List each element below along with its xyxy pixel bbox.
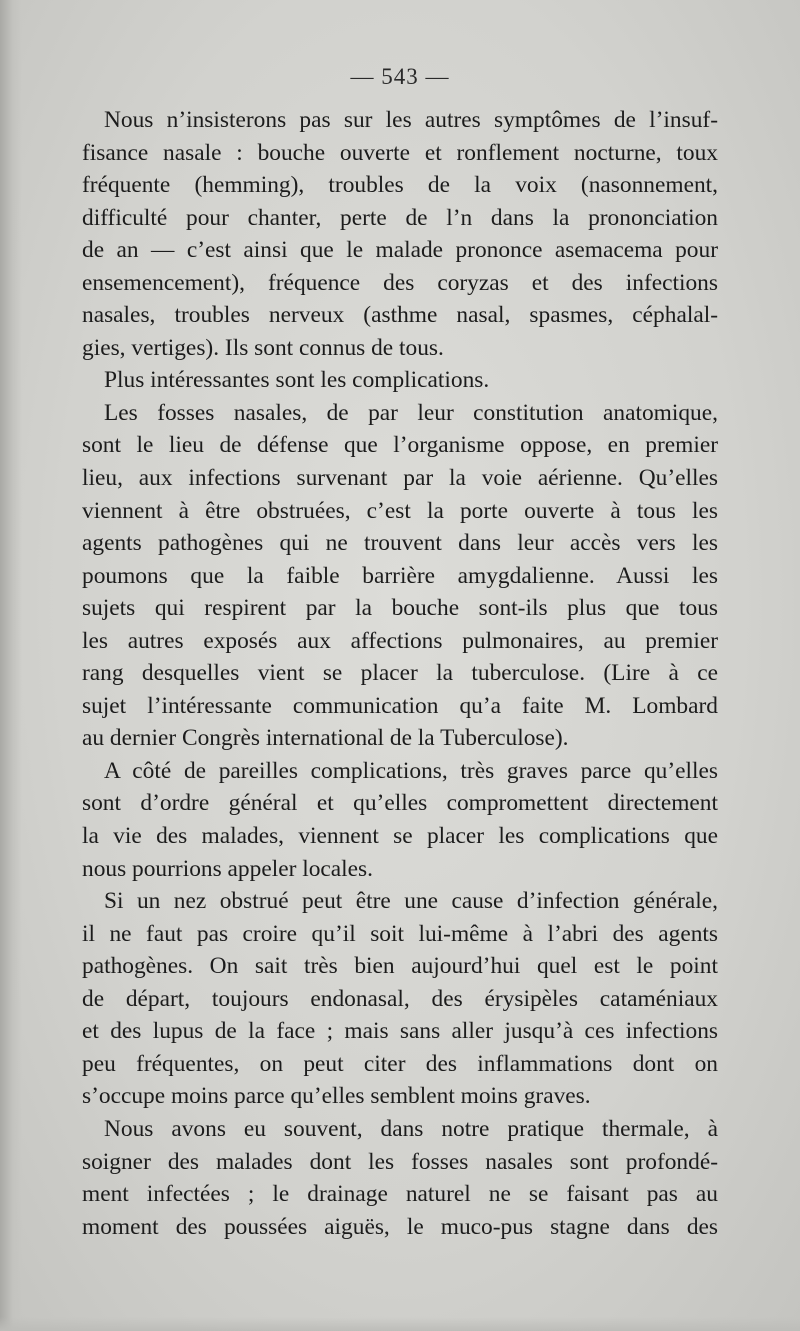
text-line: sont le lieu de défense que l’organisme oppose, en premier bbox=[82, 432, 718, 459]
text-line: au dernier Congrès international de la Tuberculose). bbox=[82, 725, 569, 752]
text-line: Nous avons eu souvent, dans notre pratique thermale, à bbox=[104, 1115, 718, 1142]
text-line: Nous n’insisterons pas sur les autres symptômes de l’insuf- bbox=[104, 107, 718, 133]
text-line: lieu, aux infections survenant par la voie aérienne. Qu’elles bbox=[82, 465, 718, 492]
page-number: — 543 — bbox=[350, 64, 450, 89]
text-line: et des lupus de la face ; mais sans aller jusqu’à ces infections bbox=[82, 1018, 718, 1045]
text-line: fisance nasale : bouche ouverte et ronflement nocturne, toux bbox=[82, 139, 718, 166]
text-line: nous pourrions appeler locales. bbox=[82, 855, 374, 882]
body-text bbox=[82, 104, 718, 1243]
text-line: peu fréquentes, on peut citer des inflammations dont on bbox=[82, 1050, 718, 1077]
binding-shadow bbox=[0, 0, 22, 1331]
text-line: ensemencement), fréquence des coryzas et des infections bbox=[82, 269, 718, 296]
text-line: viennent à être obstruées, c’est la porte ouverte à tous les bbox=[82, 497, 718, 524]
text-line: rang desquelles vient se placer la tuberculose. (Lire à ce bbox=[82, 660, 718, 687]
text-line: la vie des malades, viennent se placer les complications que bbox=[82, 823, 718, 850]
text-line: il ne faut pas croire qu’il soit lui-même à l’abri des agents bbox=[82, 920, 718, 947]
text-line: de an — c’est ainsi que le malade prononce asemacema pour bbox=[82, 237, 718, 264]
text-line: Plus intéressantes sont les complications. bbox=[104, 367, 490, 394]
text-line: gies, vertiges). Ils sont connus de tous. bbox=[82, 334, 444, 361]
text-line: A côté de pareilles complications, très graves parce qu’elles bbox=[104, 757, 718, 784]
text-line: moment des poussées aiguës, le muco-pus stagne dans des bbox=[82, 1213, 718, 1240]
text-line: de départ, toujours endonasal, des érysipèles cataméniaux bbox=[82, 985, 718, 1012]
text-line: difficulté pour chanter, perte de l’n dans la prononciation bbox=[82, 204, 718, 231]
text-line: poumons que la faible barrière amygdalienne. Aussi les bbox=[82, 562, 718, 589]
text-line: fréquente (hemming), troubles de la voix (nasonnement, bbox=[82, 172, 718, 199]
text-line: Si un nez obstrué peut être une cause d’infection générale, bbox=[104, 888, 718, 915]
text-line: sujets qui respirent par la bouche sont-ils plus que tous bbox=[82, 595, 718, 622]
text-line: sujet l’intéressante communication qu’a faite M. Lombard bbox=[82, 692, 718, 719]
text-line: les autres exposés aux affections pulmonaires, au premier bbox=[82, 627, 718, 654]
text-line: ment infectées ; le drainage naturel ne se faisant pas au bbox=[82, 1181, 718, 1208]
text-line: s’occupe moins parce qu’elles semblent moins graves. bbox=[82, 1083, 591, 1110]
text-line: nasales, troubles nerveux (asthme nasal, spasmes, céphalal- bbox=[82, 302, 718, 329]
text-line: soigner des malades dont les fosses nasales sont profondé- bbox=[82, 1148, 718, 1175]
text-line: agents pathogènes qui ne trouvent dans leur accès vers les bbox=[82, 530, 718, 557]
text-line: sont d’ordre général et qu’elles compromettent directement bbox=[82, 790, 718, 817]
text-line: Les fosses nasales, de par leur constitution anatomique, bbox=[104, 399, 718, 426]
page-edge-shadow bbox=[0, 1317, 800, 1331]
text-line: pathogènes. On sait très bien aujourd’hui quel est le point bbox=[82, 953, 718, 980]
